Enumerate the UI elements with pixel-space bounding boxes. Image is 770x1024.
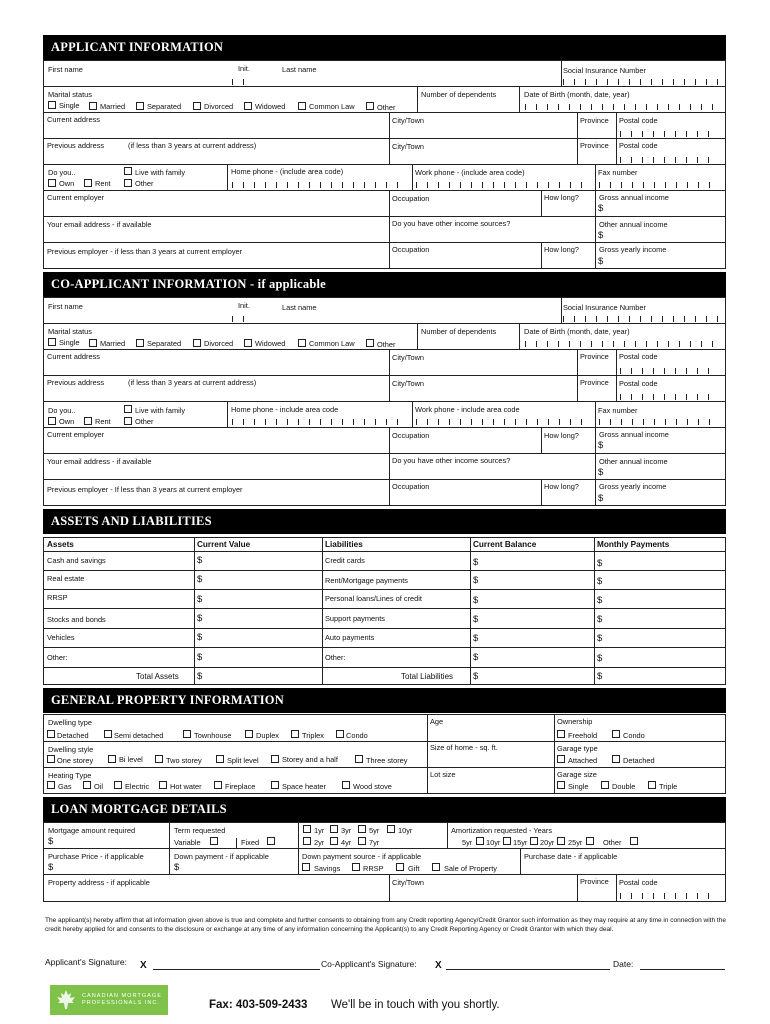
detached-checkbox[interactable] bbox=[47, 730, 55, 738]
asset-row: Stocks and bonds bbox=[47, 615, 106, 624]
co-current-employer-label: Current employer bbox=[47, 430, 105, 439]
term-3yr-checkbox[interactable] bbox=[330, 825, 338, 833]
co-widowed-label: Widowed bbox=[255, 339, 286, 348]
applicant-signature-label: Applicant's Signature: bbox=[45, 957, 127, 967]
triplex-checkbox[interactable] bbox=[291, 730, 299, 738]
term-label: Term requested bbox=[174, 826, 226, 835]
sin-label: Social Insurance Number bbox=[563, 66, 646, 75]
double-garage-label: Double bbox=[612, 782, 636, 791]
co-own-checkbox[interactable] bbox=[48, 417, 56, 425]
liability-row: Support payments bbox=[325, 614, 385, 623]
date-line[interactable] bbox=[640, 969, 725, 970]
liability-row: Personal loans/Lines of credit bbox=[325, 594, 422, 603]
own-checkbox[interactable] bbox=[48, 179, 56, 187]
co-how-long-label-2: How long? bbox=[544, 482, 579, 491]
total-liabilities-label: Total Liabilities bbox=[401, 672, 454, 681]
co-dob-label: Date of Birth (month, date, year) bbox=[524, 327, 630, 336]
home-phone-label: Home phone - (include area code) bbox=[231, 167, 344, 176]
province-label: Province bbox=[580, 116, 609, 125]
coapplicant-signature-label: Co-Applicant's Signature: bbox=[321, 959, 417, 969]
section-header-assets: ASSETS AND LIABILITIES bbox=[43, 509, 726, 534]
attached-checkbox[interactable] bbox=[557, 755, 565, 763]
semi-label: Semi detached bbox=[114, 731, 164, 740]
applicant-signature-line[interactable] bbox=[153, 969, 320, 970]
dependents-label: Number of dependents bbox=[421, 90, 497, 99]
sale-label: Sale of Property bbox=[444, 864, 497, 873]
section-header-property: GENERAL PROPERTY INFORMATION bbox=[43, 688, 726, 713]
co-other-live-checkbox[interactable] bbox=[124, 417, 132, 425]
amort-other-label: Other bbox=[603, 838, 622, 847]
semi-checkbox[interactable] bbox=[104, 730, 112, 738]
two-storey-checkbox[interactable] bbox=[155, 755, 163, 763]
duplex-label: Duplex bbox=[256, 731, 280, 740]
term-2yr-checkbox[interactable] bbox=[303, 837, 311, 845]
co-init-label: Init. bbox=[238, 301, 250, 310]
amort-25yr-label: 25yr bbox=[568, 838, 583, 847]
liability-row: Rent/Mortgage payments bbox=[325, 576, 408, 585]
asset-row: Vehicles bbox=[47, 633, 75, 642]
purchase-price-dollar: $ bbox=[48, 862, 54, 873]
init-label: Init. bbox=[238, 64, 250, 73]
detached-garage-checkbox[interactable] bbox=[612, 755, 620, 763]
oil-label: Oil bbox=[94, 782, 104, 791]
co-other-annual-label: Other annual income bbox=[599, 457, 668, 466]
live-family-label: Live with family bbox=[135, 168, 186, 177]
condo-ownership-checkbox[interactable] bbox=[612, 730, 620, 738]
triplex-label: Triplex bbox=[302, 731, 324, 740]
dollar-cell: $ bbox=[197, 652, 203, 663]
dollar-cell: $ bbox=[473, 557, 479, 568]
garage-type-label: Garage type bbox=[557, 744, 598, 753]
term-1yr-checkbox[interactable] bbox=[303, 825, 311, 833]
one-storey-label: One storey bbox=[57, 756, 94, 765]
section-header-loan: LOAN MORTGAGE DETAILS bbox=[43, 797, 726, 822]
rrsp-label: RRSP bbox=[363, 864, 384, 873]
single-garage-label: Single bbox=[568, 782, 589, 791]
co-if-less-label: (if less than 3 years at current address) bbox=[128, 378, 257, 387]
single-checkbox[interactable] bbox=[48, 101, 56, 109]
freehold-label: Freehold bbox=[568, 731, 598, 740]
co-gross-annual-label: Gross annual income bbox=[599, 430, 669, 439]
co-work-phone-label: Work phone - include area code bbox=[415, 405, 520, 414]
gift-checkbox[interactable] bbox=[396, 863, 404, 871]
assets-header: Assets bbox=[47, 540, 74, 549]
rrsp-checkbox[interactable] bbox=[352, 863, 360, 871]
space-heater-checkbox[interactable] bbox=[271, 781, 279, 789]
live-family-checkbox[interactable] bbox=[124, 167, 132, 175]
gross-yearly-label: Gross yearly income bbox=[599, 245, 667, 254]
wood-stove-checkbox[interactable] bbox=[342, 781, 350, 789]
divorced-checkbox[interactable] bbox=[193, 102, 201, 110]
electric-label: Electric bbox=[125, 782, 150, 791]
co-separated-label: Separated bbox=[147, 339, 182, 348]
age-label: Age bbox=[430, 717, 444, 726]
city-label-2: City/Town bbox=[392, 142, 425, 151]
term-3yr-label: 3yr bbox=[341, 826, 352, 835]
gas-label: Gas bbox=[58, 782, 72, 791]
electric-checkbox[interactable] bbox=[114, 781, 122, 789]
co-other-income-label: Do you have other income sources? bbox=[392, 456, 511, 465]
co-widowed-checkbox[interactable] bbox=[244, 339, 252, 347]
co-rent-checkbox[interactable] bbox=[84, 417, 92, 425]
fax-number: Fax: 403-509-2433 bbox=[209, 999, 308, 1011]
how-long-label-2: How long? bbox=[544, 245, 579, 254]
term-2yr-label: 2yr bbox=[314, 838, 325, 847]
co-divorced-label: Divorced bbox=[204, 339, 234, 348]
variable-label: Variable bbox=[174, 838, 201, 847]
other-label: Other bbox=[377, 103, 396, 112]
first-name-label: First name bbox=[48, 65, 83, 74]
bi-level-checkbox[interactable] bbox=[108, 755, 116, 763]
married-label: Married bbox=[100, 102, 126, 111]
own-label: Own bbox=[59, 179, 75, 188]
co-own-label: Own bbox=[59, 417, 75, 426]
co-fax-label: Fax number bbox=[598, 406, 638, 415]
dwelling-style-label: Dwelling style bbox=[48, 745, 94, 754]
fax-label: Fax number bbox=[598, 168, 638, 177]
amount-label: Mortgage amount required bbox=[48, 826, 136, 835]
dollar-cell: $ bbox=[597, 671, 603, 682]
amort-15yr-label: 15yr bbox=[513, 838, 528, 847]
triple-garage-label: Triple bbox=[659, 782, 678, 791]
gross-annual-dollar: $ bbox=[598, 203, 604, 214]
dollar-cell: $ bbox=[597, 595, 603, 606]
heating-label: Heating Type bbox=[48, 771, 92, 780]
dollar-cell: $ bbox=[597, 576, 603, 587]
duplex-checkbox[interactable] bbox=[245, 730, 253, 738]
term-7yr-label: 7yr bbox=[369, 838, 380, 847]
co-how-long-label: How long? bbox=[544, 431, 579, 440]
condo-label: Condo bbox=[346, 731, 368, 740]
applicant-signature-x: X bbox=[140, 960, 147, 971]
lot-size-label: Lot size bbox=[430, 770, 456, 779]
split-level-checkbox[interactable] bbox=[216, 755, 224, 763]
touch-message: We'll be in touch with you shortly. bbox=[331, 999, 500, 1011]
co-city-label: City/Town bbox=[392, 353, 425, 362]
three-storey-checkbox[interactable] bbox=[355, 755, 363, 763]
term-5yr-label: 5yr bbox=[369, 826, 380, 835]
co-first-name-label: First name bbox=[48, 302, 83, 311]
amort-15yr-checkbox[interactable] bbox=[530, 837, 538, 845]
co-single-checkbox[interactable] bbox=[48, 338, 56, 346]
amort-10yr-checkbox[interactable] bbox=[503, 837, 511, 845]
bi-level-label: Bi level bbox=[119, 755, 143, 764]
co-common-law-checkbox[interactable] bbox=[298, 339, 306, 347]
triple-garage-checkbox[interactable] bbox=[648, 781, 656, 789]
amort-5yr-checkbox[interactable] bbox=[476, 837, 484, 845]
term-5yr-checkbox[interactable] bbox=[358, 825, 366, 833]
oil-checkbox[interactable] bbox=[83, 781, 91, 789]
single-label: Single bbox=[59, 101, 80, 110]
co-previous-address-label: Previous address bbox=[47, 378, 105, 387]
co-single-label: Single bbox=[59, 338, 80, 347]
do-you-label: Do you.. bbox=[48, 168, 76, 177]
separated-label: Separated bbox=[147, 102, 182, 111]
fixed-label: Fixed bbox=[241, 838, 260, 847]
asset-row: Other: bbox=[47, 653, 68, 662]
co-occupation-label: Occupation bbox=[392, 431, 430, 440]
last-name-label: Last name bbox=[282, 65, 317, 74]
dollar-cell: $ bbox=[473, 614, 479, 625]
purchase-date-label: Purchase date - if applicable bbox=[524, 852, 618, 861]
dollar-cell: $ bbox=[473, 652, 479, 663]
other-income-label: Do you have other income sources? bbox=[392, 219, 511, 228]
other-live-label: Other bbox=[135, 179, 154, 188]
savings-label: Savings bbox=[314, 864, 341, 873]
other-checkbox[interactable] bbox=[366, 102, 374, 110]
space-heater-label: Space heater bbox=[282, 782, 326, 791]
garage-size-label: Garage size bbox=[557, 770, 597, 779]
postal-label: Postal code bbox=[619, 116, 658, 125]
down-payment-label: Down payment - if applicable bbox=[174, 852, 269, 861]
city-label: City/Town bbox=[392, 116, 425, 125]
amort-10yr-label: 10yr bbox=[486, 838, 501, 847]
amount-dollar: $ bbox=[48, 836, 54, 847]
liability-row: Auto payments bbox=[325, 633, 375, 642]
two-storey-label: Two storey bbox=[166, 756, 202, 765]
amort-20yr-checkbox[interactable] bbox=[557, 837, 565, 845]
down-payment-dollar: $ bbox=[174, 862, 180, 873]
common-law-label: Common Law bbox=[309, 102, 355, 111]
condo-ownership-label: Condo bbox=[623, 731, 645, 740]
amort-5yr-label: 5yr bbox=[462, 838, 473, 847]
one-storey-checkbox[interactable] bbox=[47, 755, 55, 763]
logo-line-2: PROFESSIONALS INC. bbox=[82, 1000, 160, 1006]
loan-province-label: Province bbox=[580, 877, 609, 886]
other-annual-label: Other annual income bbox=[599, 220, 668, 229]
dwelling-type-label: Dwelling type bbox=[48, 718, 92, 727]
liability-row: Credit cards bbox=[325, 556, 365, 565]
dollar-cell: $ bbox=[197, 594, 203, 605]
townhouse-checkbox[interactable] bbox=[183, 730, 191, 738]
ownership-label: Ownership bbox=[557, 717, 593, 726]
co-common-law-label: Common Law bbox=[309, 339, 355, 348]
condo-checkbox[interactable] bbox=[336, 730, 344, 738]
coapplicant-signature-line[interactable] bbox=[446, 969, 610, 970]
freehold-checkbox[interactable] bbox=[557, 730, 565, 738]
co-dependents-label: Number of dependents bbox=[421, 327, 497, 336]
date-label: Date: bbox=[613, 959, 634, 969]
co-married-label: Married bbox=[100, 339, 126, 348]
other-annual-dollar: $ bbox=[598, 230, 604, 241]
property-address-label: Property address - if applicable bbox=[48, 878, 150, 887]
email-label: Your email address - if available bbox=[47, 220, 152, 229]
dollar-cell: $ bbox=[473, 575, 479, 586]
gift-label: Gift bbox=[408, 864, 420, 873]
purchase-price-label: Purchase Price - if applicable bbox=[48, 852, 144, 861]
monthly-payments-header: Monthly Payments bbox=[597, 540, 670, 549]
amort-20yr-label: 20yr bbox=[540, 838, 555, 847]
co-other-label: Other bbox=[377, 340, 396, 349]
co-rent-label: Rent bbox=[95, 417, 111, 426]
asset-row: RRSP bbox=[47, 593, 68, 602]
dollar-cell: $ bbox=[197, 671, 203, 682]
total-assets-label: Total Assets bbox=[136, 672, 179, 681]
current-balance-header: Current Balance bbox=[473, 540, 537, 549]
occupation-label-2: Occupation bbox=[392, 245, 430, 254]
double-garage-checkbox[interactable] bbox=[601, 781, 609, 789]
dollar-cell: $ bbox=[197, 574, 203, 585]
dollar-cell: $ bbox=[597, 614, 603, 625]
co-gross-annual-dollar: $ bbox=[598, 440, 604, 451]
co-live-family-checkbox[interactable] bbox=[124, 405, 132, 413]
amort-25yr-checkbox[interactable] bbox=[586, 837, 594, 845]
detached-label: Detached bbox=[57, 731, 89, 740]
prev-employer-label: Previous employer - if less than 3 years at current employer bbox=[47, 247, 243, 256]
dob-label: Date of Birth (month, date, year) bbox=[524, 90, 630, 99]
term-10yr-checkbox[interactable] bbox=[387, 825, 395, 833]
single-garage-checkbox[interactable] bbox=[557, 781, 565, 789]
dollar-cell: $ bbox=[197, 555, 203, 566]
term-4yr-checkbox[interactable] bbox=[330, 837, 338, 845]
term-1yr-label: 1yr bbox=[314, 826, 325, 835]
dollar-cell: $ bbox=[473, 633, 479, 644]
liability-row: Other: bbox=[325, 653, 346, 662]
co-province-label: Province bbox=[580, 352, 609, 361]
wood-stove-label: Wood stove bbox=[353, 782, 392, 791]
co-city-label-2: City/Town bbox=[392, 379, 425, 388]
logo-line-1: CANADIAN MORTGAGE bbox=[82, 993, 162, 999]
co-province-label-2: Province bbox=[580, 378, 609, 387]
hot-water-checkbox[interactable] bbox=[159, 781, 167, 789]
co-prev-employer-label: Previous employer - If less than 3 years at current employer bbox=[47, 485, 243, 494]
co-sin-label: Social Insurance Number bbox=[563, 303, 646, 312]
co-last-name-label: Last name bbox=[282, 303, 317, 312]
gross-yearly-dollar: $ bbox=[598, 256, 604, 267]
marital-status-label: Marital status bbox=[48, 90, 92, 99]
fireplace-checkbox[interactable] bbox=[214, 781, 222, 789]
dollar-cell: $ bbox=[197, 632, 203, 643]
hot-water-label: Hot water bbox=[170, 782, 202, 791]
loan-city-label: City/Town bbox=[392, 878, 425, 887]
gross-annual-label: Gross annual income bbox=[599, 193, 669, 202]
rent-label: Rent bbox=[95, 179, 111, 188]
co-live-family-label: Live with family bbox=[135, 406, 186, 415]
co-gross-yearly-label: Gross yearly income bbox=[599, 482, 667, 491]
section-header-applicant: APPLICANT INFORMATION bbox=[43, 35, 726, 60]
coapplicant-signature-x: X bbox=[435, 960, 442, 971]
widowed-checkbox[interactable] bbox=[244, 102, 252, 110]
current-employer-label: Current employer bbox=[47, 193, 105, 202]
dollar-cell: $ bbox=[597, 653, 603, 664]
split-level-label: Split level bbox=[227, 756, 259, 765]
loan-form bbox=[43, 822, 726, 902]
current-value-header: Current Value bbox=[197, 540, 251, 549]
amort-other-checkbox[interactable] bbox=[630, 837, 638, 845]
dollar-cell: $ bbox=[473, 671, 479, 682]
amort-label: Amortization requested - Years bbox=[451, 826, 553, 835]
down-source-label: Down payment source - if applicable bbox=[302, 852, 422, 861]
size-label: Size of home - sq. ft. bbox=[430, 743, 498, 752]
co-divorced-checkbox[interactable] bbox=[193, 339, 201, 347]
dollar-cell: $ bbox=[597, 633, 603, 644]
married-checkbox[interactable] bbox=[89, 102, 97, 110]
detached-garage-label: Detached bbox=[623, 756, 655, 765]
co-postal-label-2: Postal code bbox=[619, 379, 658, 388]
if-less-label: (if less than 3 years at current address) bbox=[128, 141, 257, 150]
savings-checkbox[interactable] bbox=[302, 863, 310, 871]
co-occupation-label-2: Occupation bbox=[392, 482, 430, 491]
asset-row: Cash and savings bbox=[47, 556, 106, 565]
co-other-checkbox[interactable] bbox=[366, 339, 374, 347]
common-law-checkbox[interactable] bbox=[298, 102, 306, 110]
term-7yr-checkbox[interactable] bbox=[358, 837, 366, 845]
asset-row: Real estate bbox=[47, 574, 85, 583]
co-separated-checkbox[interactable] bbox=[136, 339, 144, 347]
co-email-label: Your email address - if available bbox=[47, 457, 152, 466]
occupation-label: Occupation bbox=[392, 194, 430, 203]
maple-leaf-icon bbox=[55, 989, 77, 1011]
company-logo bbox=[50, 985, 168, 1015]
disclaimer-text: The applicant(s) hereby affirm that all information given above is true and complete and further consents to obtaining from any Credit reporting Agency/Credit Grantor such information as they may require at any time in connection with the credit hereby applied for and consents to the disclosure or exchange at any time of any information concerning the Applicant(s) to any Credit Reporting Agency or Credit Grantor with which they deal. bbox=[45, 917, 726, 933]
attached-label: Attached bbox=[568, 756, 598, 765]
storey-half-checkbox[interactable] bbox=[271, 755, 279, 763]
rent-checkbox[interactable] bbox=[84, 179, 92, 187]
loan-postal-label: Postal code bbox=[619, 878, 658, 887]
variable-checkbox[interactable] bbox=[210, 837, 218, 845]
co-marital-status-label: Marital status bbox=[48, 327, 92, 336]
term-10yr-label: 10yr bbox=[398, 826, 413, 835]
fixed-checkbox[interactable] bbox=[267, 837, 275, 845]
previous-address-label: Previous address bbox=[47, 141, 105, 150]
current-address-label: Current address bbox=[47, 115, 100, 124]
co-other-live-label: Other bbox=[135, 417, 154, 426]
assets-table bbox=[43, 537, 726, 685]
fireplace-label: Fireplace bbox=[225, 782, 256, 791]
other-live-checkbox[interactable] bbox=[124, 179, 132, 187]
storey-half-label: Storey and a half bbox=[282, 755, 338, 764]
dollar-cell: $ bbox=[473, 595, 479, 606]
dollar-cell: $ bbox=[597, 558, 603, 569]
three-storey-label: Three storey bbox=[366, 756, 408, 765]
province-label-2: Province bbox=[580, 141, 609, 150]
sale-checkbox[interactable] bbox=[432, 863, 440, 871]
divorced-label: Divorced bbox=[204, 102, 234, 111]
postal-label-2: Postal code bbox=[619, 141, 658, 150]
co-postal-label: Postal code bbox=[619, 352, 658, 361]
townhouse-label: Townhouse bbox=[194, 731, 232, 740]
co-do-you-label: Do you.. bbox=[48, 406, 76, 415]
how-long-label: How long? bbox=[544, 193, 579, 202]
widowed-label: Widowed bbox=[255, 102, 286, 111]
co-married-checkbox[interactable] bbox=[89, 339, 97, 347]
work-phone-label: Work phone - (include area code) bbox=[415, 168, 525, 177]
dollar-cell: $ bbox=[197, 613, 203, 624]
co-gross-yearly-dollar: $ bbox=[598, 493, 604, 504]
gas-checkbox[interactable] bbox=[47, 781, 55, 789]
liabilities-header: Liabilities bbox=[325, 540, 363, 549]
section-header-coapplicant: CO-APPLICANT INFORMATION - if applicable bbox=[43, 272, 726, 297]
co-current-address-label: Current address bbox=[47, 352, 100, 361]
term-4yr-label: 4yr bbox=[341, 838, 352, 847]
separated-checkbox[interactable] bbox=[136, 102, 144, 110]
co-home-phone-label: Home phone - include area code bbox=[231, 405, 339, 414]
co-other-annual-dollar: $ bbox=[598, 467, 604, 478]
